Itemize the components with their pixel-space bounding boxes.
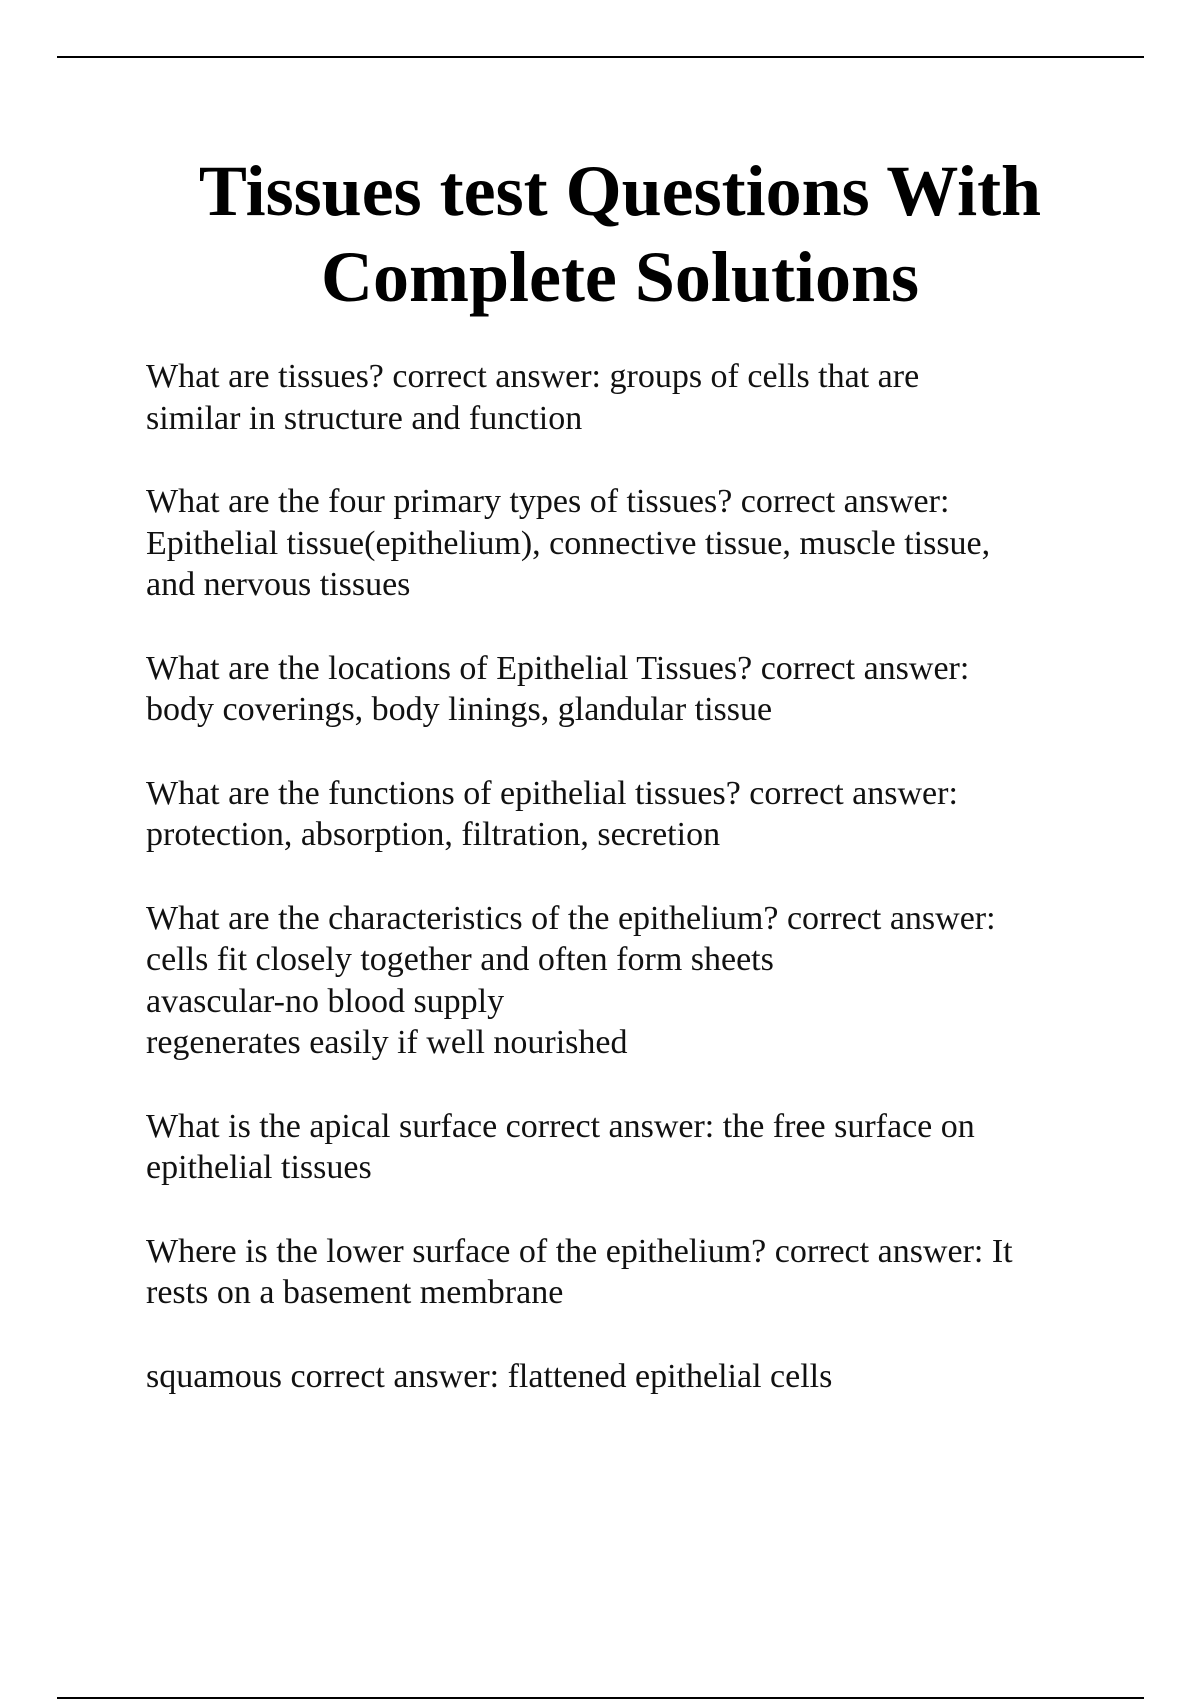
qa-line: squamous correct answer: flattened epithelial cells	[146, 1357, 833, 1395]
qa-item	[146, 1106, 1146, 1189]
qa-line: What is the apical surface correct answer: the free surface on	[146, 1107, 975, 1145]
qa-line: Where is the lower surface of the epithelium? correct answer: It	[146, 1232, 1013, 1270]
title-line: Tissues test Questions With	[198, 151, 1042, 231]
title-line: Complete Solutions	[320, 237, 920, 317]
bottom-rule	[57, 1697, 1144, 1699]
qa-line: What are the four primary types of tissues? correct answer:	[146, 483, 950, 520]
qa-line: What are tissues? correct answer: groups of cells that are	[146, 358, 920, 395]
qa-item	[146, 1356, 1146, 1398]
qa-line: protection, absorption, filtration, secretion	[146, 816, 721, 853]
qa-line: similar in structure and function	[146, 399, 583, 437]
qa-line: and nervous tissues	[146, 566, 411, 603]
qa-line: What are the functions of epithelial tissues? correct answer:	[146, 774, 958, 812]
qa-line: Epithelial tissue(epithelium), connective tissue, muscle tissue,	[146, 524, 991, 562]
qa-item	[146, 773, 1146, 856]
top-rule	[57, 56, 1144, 58]
qa-line: avascular-no blood supply	[146, 982, 505, 1020]
qa-line: rests on a basement membrane	[146, 1274, 564, 1311]
qa-item	[146, 898, 1146, 1064]
qa-line: What are the characteristics of the epithelium? correct answer:	[146, 899, 996, 937]
qa-list	[146, 356, 1146, 1439]
qa-item	[146, 648, 1146, 731]
qa-line: epithelial tissues	[146, 1149, 372, 1186]
qa-line: cells fit closely together and often form sheets	[146, 941, 774, 978]
qa-line: What are the locations of Epithelial Tissues? correct answer:	[146, 649, 970, 687]
qa-line: body coverings, body linings, glandular tissue	[146, 691, 773, 728]
qa-item	[146, 1231, 1146, 1314]
qa-item	[146, 356, 1146, 439]
qa-item	[146, 481, 1146, 606]
page-title	[100, 148, 1140, 320]
qa-line: regenerates easily if well nourished	[146, 1024, 628, 1061]
